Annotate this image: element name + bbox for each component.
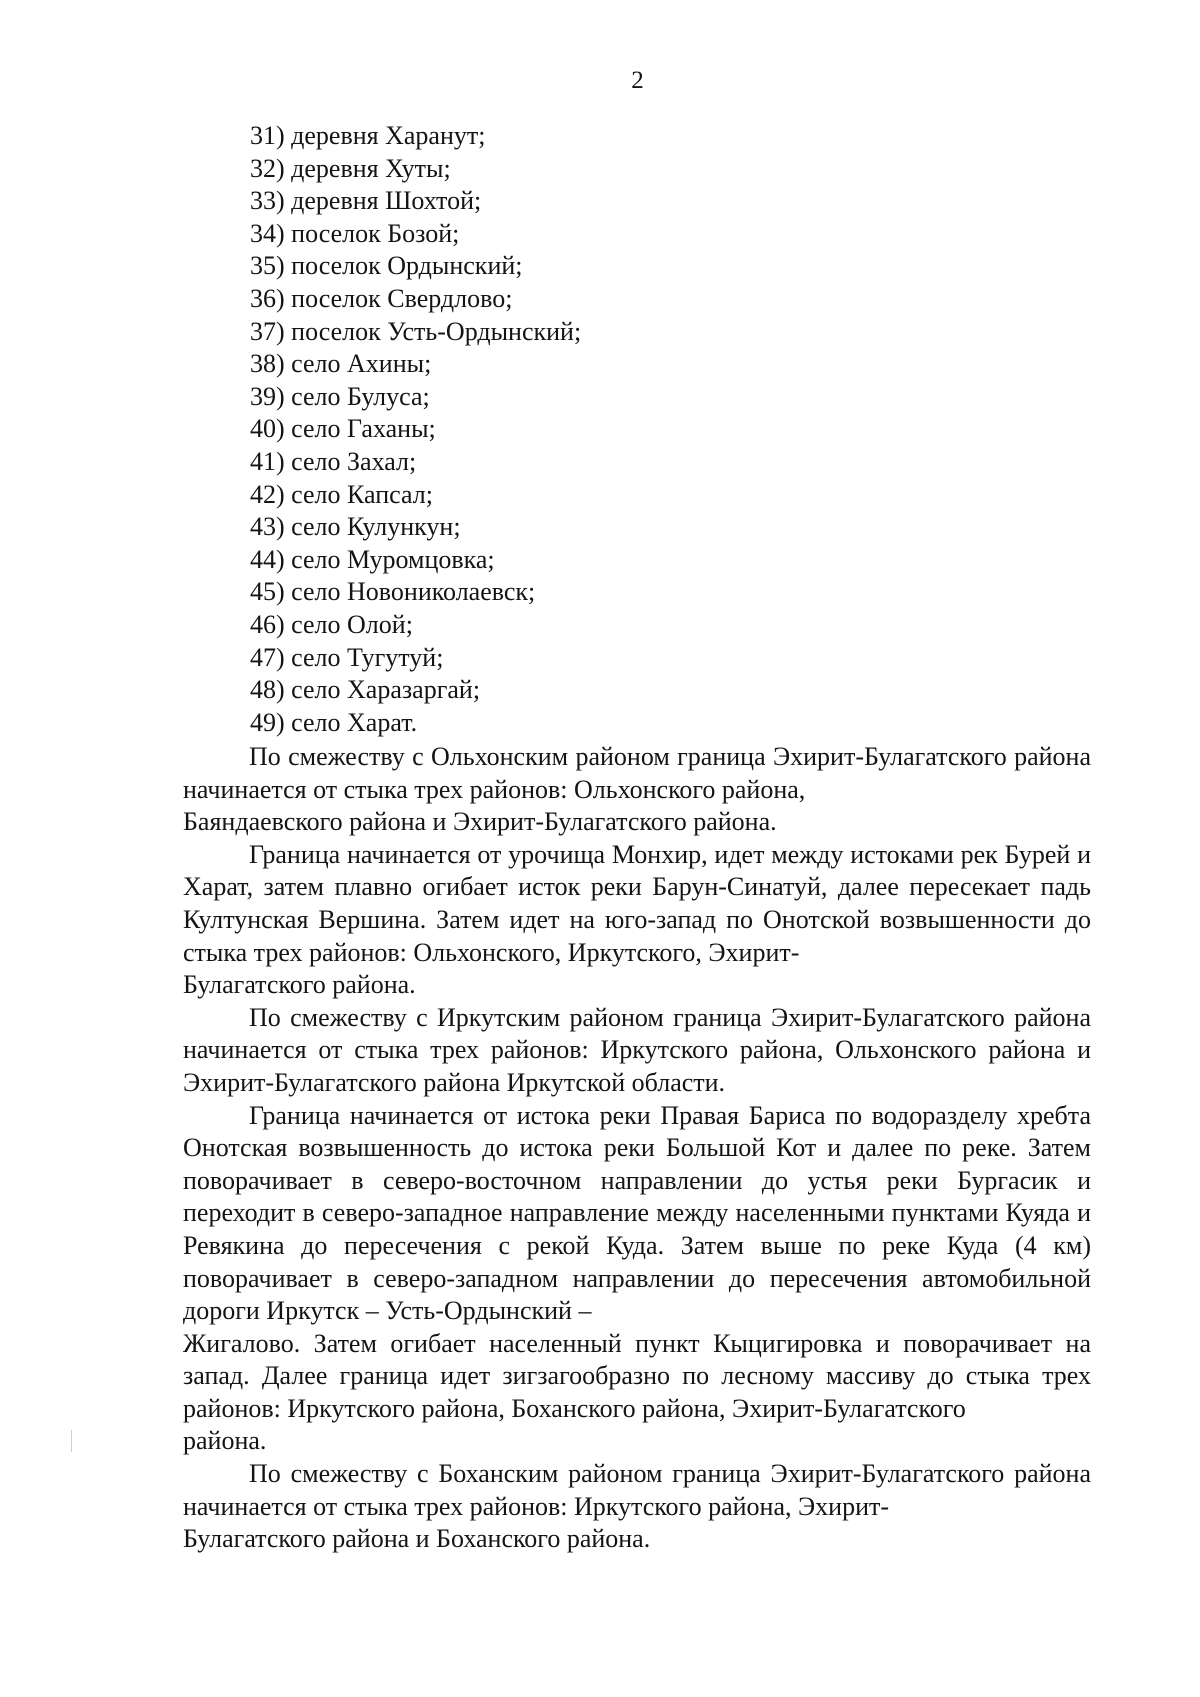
scan-margin-mark xyxy=(71,1430,72,1452)
list-item: 31) деревня Харанут; xyxy=(250,121,486,150)
paragraph-bokhan-adjacency: По смежеству с Боханским районом граница Эхирит-Булагатского района начинается от стыка трех районов: Иркутского района, Эхирит- Булагатского района и Боханского района. xyxy=(183,1459,1091,1554)
page-number: 2 xyxy=(631,67,644,94)
list-item: 43) село Кулункун; xyxy=(250,512,461,542)
list-item: 44) село Муромцовка; xyxy=(250,544,495,574)
list-item: 36) поселок Свердлово; xyxy=(250,283,513,313)
list-item: 35) поселок Ордынский; xyxy=(250,251,523,281)
list-item: 42) село Капсал; xyxy=(250,479,433,509)
list-item: 40) село Гаханы; xyxy=(250,414,436,444)
list-item: 49) село Харат. xyxy=(250,707,418,737)
list-item: 47) село Тугутуй; xyxy=(250,642,444,672)
paragraph-irkutsk-boundary: Граница начинается от истока реки Правая Бариса по водоразделу хребта Онотская возвышенность до истока реки Большой Кот и далее по реке. Затем поворачивает в северо-восточном направлении до устья реки Бургасик и переходит в северо-западное направление между населенными пунктами Куяда и Ревякина до пересечения с рекой Куда. Затем выше по реке Куда (4 км) поворачивает в северо-западном направлении до пересечения автомобильной дороги Иркутск – Усть-Ордынский – Жигалово. Затем огибает населенный пункт Кыцигировка и поворачивает на запад. Далее граница идет зигзагообразно по лесному массиву до стыка трех районов: Иркутского района, Боханского района, Эхирит-Булагатского района. xyxy=(183,1100,1091,1456)
list-item: 45) село Новониколаевск; xyxy=(250,577,536,607)
paragraph-irkutsk-adjacency: По смежеству с Иркутским районом граница Эхирит-Булагатского района начинается от стыка трех районов: Иркутского района, Ольхонского района и Эхирит-Булагатского района Иркутской области. xyxy=(183,1002,1091,1097)
list-item: 39) село Булуса; xyxy=(250,381,430,411)
paragraph-olkhon-adjacency: По смежеству с Ольхонским районом граница Эхирит-Булагатского района начинается от стыка трех районов: Ольхонского района, Баяндаевского района и Эхирит-Булагатского района. xyxy=(183,742,1091,837)
list-item: 33) деревня Шохтой; xyxy=(250,186,482,216)
list-item: 37) поселок Усть-Ордынский; xyxy=(250,316,582,346)
list-item: 41) село Захал; xyxy=(250,446,417,476)
list-item: 46) село Олой; xyxy=(250,609,413,639)
list-item: 38) село Ахины; xyxy=(250,349,432,379)
paragraph-olkhon-boundary: Граница начинается от урочища Монхир, идет между истоками рек Бурей и Харат, затем плавно огибает исток реки Барун-Синатуй, далее пересекает падь Култунская Вершина. Затем идет на юго-запад по Онотской возвышенности до стыка трех районов: Ольхонского, Иркутского, Эхирит- Булагатского района. xyxy=(183,839,1091,1000)
list-item: 32) деревня Хуты; xyxy=(250,153,451,183)
body-text xyxy=(183,741,1091,1556)
settlement-list xyxy=(250,120,581,739)
list-item: 48) село Харазаргай; xyxy=(250,675,481,705)
list-item: 34) поселок Бозой; xyxy=(250,218,460,248)
